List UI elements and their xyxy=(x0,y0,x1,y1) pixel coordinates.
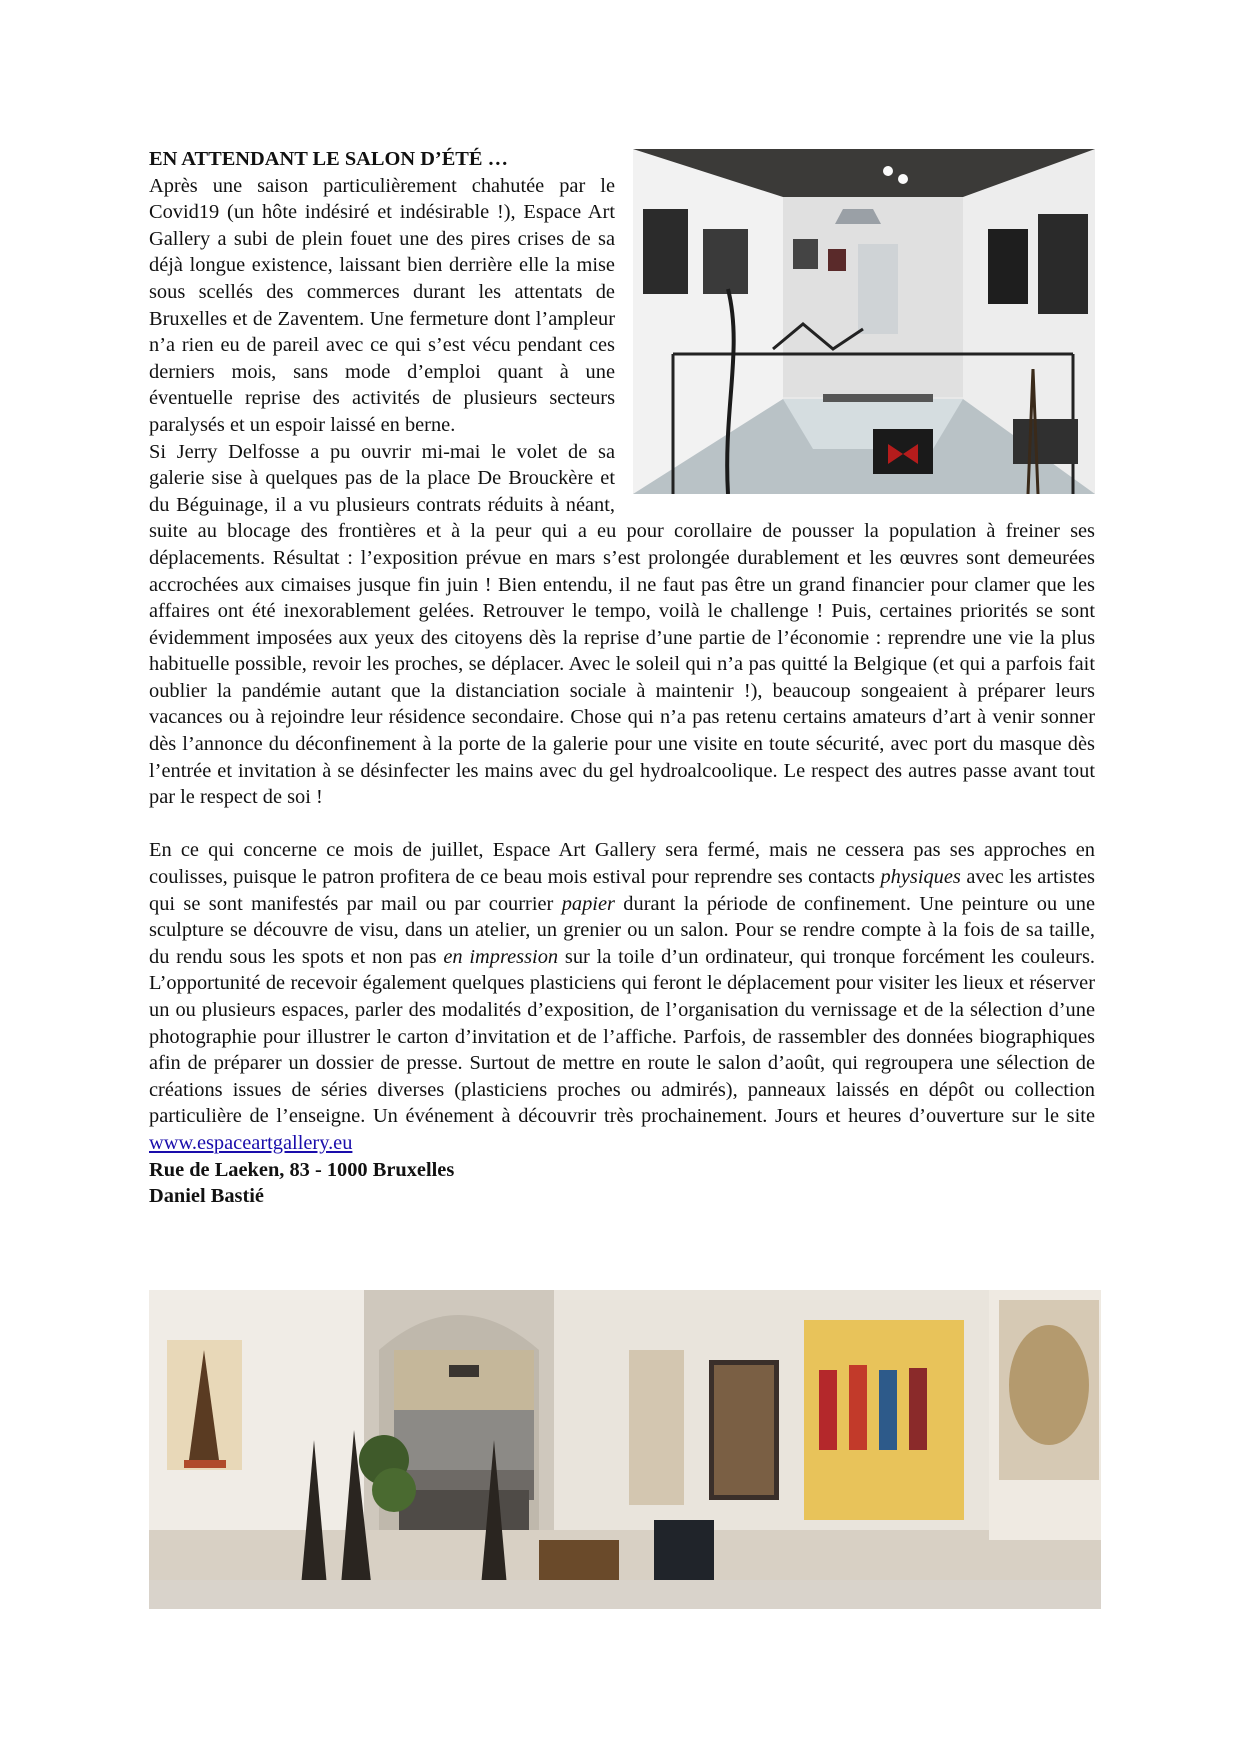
gallery-address: Rue de Laeken, 83 - 1000 Bruxelles xyxy=(149,1158,455,1181)
paragraph-3-text-d: sur la toile d’un ordinateur, qui tronque forcément les couleurs. L’opportunité de recevoir également quelques plasticiens qui feront le déplacement pour visiter les lieux et réserver un ou plusieurs espaces, parler des modalités d’exposition, de l’organisation du vernissage et de la sélection d’une photographie pour illustrer le carton d’invitation et de l’affiche. Parfois, de rassembler des données biographiques afin de préparer un dossier de presse. Surtout de mettre en route le salon d’août, qui regroupera une sélection de créations issues de séries diverses (plasticiens proches ou admirés), panneaux laissés en dépôt ou collection particulière de l’enseigne. Un événement à découvrir très prochainement. Jours et heures d’ouverture sur le site xyxy=(149,945,1095,1128)
article xyxy=(149,146,1095,1210)
gallery-website-link[interactable]: www.espaceartgallery.eu xyxy=(149,1131,353,1154)
gallery-mezzanine-illustration xyxy=(633,149,1095,494)
paragraph-3-text-c: durant la période de confinement. Une peinture ou une sculpture se découvre de visu, dans un atelier, un grenier ou un salon. Pour se rendre compte à la fois de sa taille, du rendu sous les spots et non pas xyxy=(149,892,1095,968)
paragraph-3-emphasis-physiques: physiques xyxy=(880,866,961,889)
gallery-interior-panorama-photo xyxy=(149,1290,1101,1609)
article-paragraph-3 xyxy=(149,837,1095,1156)
paragraph-spacer xyxy=(149,811,1095,838)
article-paragraph-2: Si Jerry Delfosse a pu ouvrir mi-mai le volet de sa galerie sise à quelques pas de la place De Brouckère et du Béguinage, il a vu plusieurs contrats réduits à néant, suite au blocage des frontières et à la peur qui a eu pour corollaire de pousser la population à freiner ses déplacements. Résultat : l’exposition prévue en mars s’est prolongée durablement et les œuvres sont demeurées accrochées aux cimaises jusque fin juin ! Bien entendu, il ne faut pas être un grand financier pour clamer que les affaires ont été inexorablement gelées. Retrouver le tempo, voilà le challenge ! Puis, certaines priorités se sont évidemment imposées aux yeux des citoyens dès la reprise d’une partie de l’économie : reprendre une vie la plus habituelle possible, revoir les proches, se déplacer. Avec le soleil qui n’a pas quitté la Belgique (et qui a parfois fait oublier la pandémie autant que la distanciation sociale à maintenir !), beaucoup songeaient à préparer leurs vacances ou à rejoindre leur résidence secondaire. Chose qui n’a pas retenu certains amateurs d’art à venir sonner dès l’annonce du déconfinement à la porte de la galerie pour une visite en toute sécurité, avec port du masque dès l’entrée et invitation à se désinfecter les mains avec du gel hydroalcoolique. Le respect des autres passe avant tout par le respect de soi ! xyxy=(149,440,1095,809)
article-author: Daniel Bastié xyxy=(149,1185,264,1208)
article-title: EN ATTENDANT LE SALON D’ÉTÉ … xyxy=(149,148,508,170)
paragraph-3-text-a: En ce qui concerne ce mois de juillet, Espace Art Gallery sera fermé, mais ne cessera pas ses approches en coulisses, puisque le patron profitera de ce beau mois estival pour reprendre ses contacts xyxy=(149,839,1095,889)
gallery-mezzanine-photo xyxy=(633,149,1095,494)
paragraph-3-emphasis-papier: papier xyxy=(561,892,615,915)
paragraph-3-emphasis-en-impression: en impression xyxy=(443,945,559,968)
gallery-panorama-illustration xyxy=(149,1290,1101,1609)
article-paragraph-1: Après une saison particulièrement chahutée par le Covid19 (un hôte indésiré et indésirable !), Espace Art Gallery a subi de plein fouet une des pires crises de sa déjà longue existence, laissant bien derrière elle la mise sous scellés des commerces durant les attentats de Bruxelles et de Zaventem. Une fermeture dont l’ampleur n’a rien eu de pareil avec ce qui s’est vécu pendant ces derniers mois, sans mode d’emploi quant à une éventuelle reprise des activités de plusieurs secteurs paralysés et un espoir laissé en berne. xyxy=(149,174,615,436)
paragraph-3-text-b: avec les artistes qui se sont manifestés par mail ou par courrier xyxy=(149,866,1095,915)
